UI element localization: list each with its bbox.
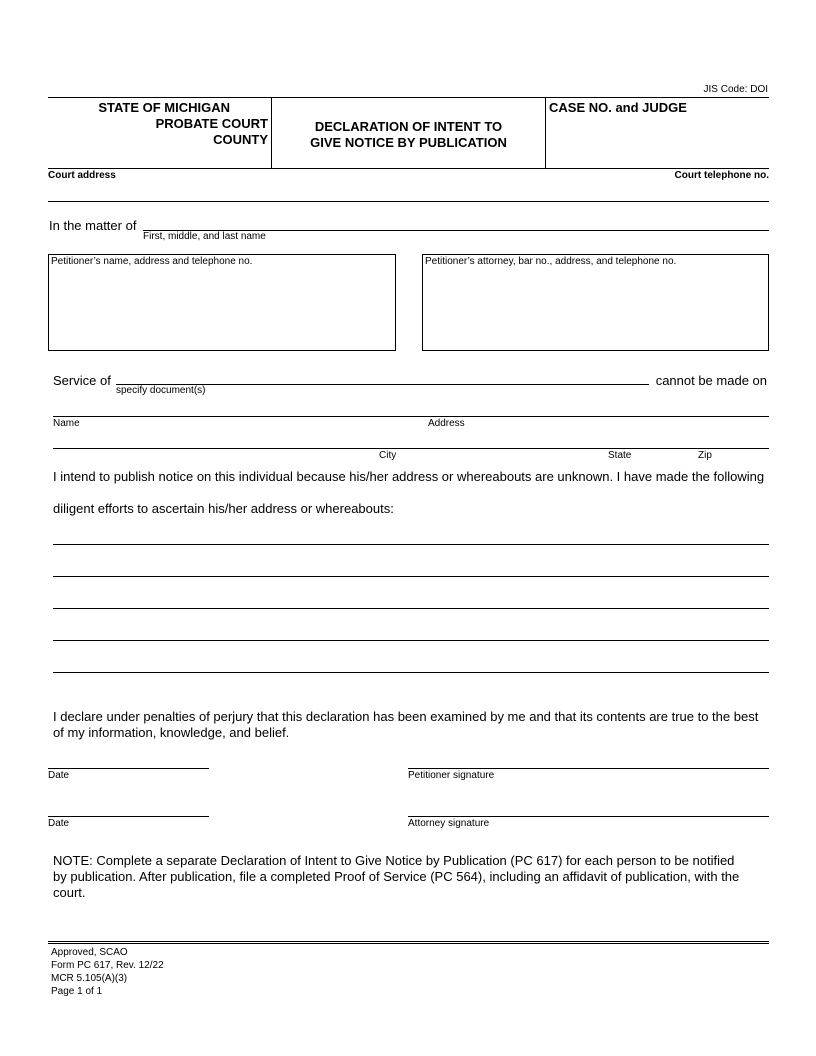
footer-approved: Approved, SCAO: [51, 947, 128, 958]
efforts-field-1[interactable]: [53, 528, 768, 544]
service-document-field[interactable]: [116, 369, 648, 384]
footer-mcr: MCR 5.105(A)(3): [51, 973, 128, 984]
attorney-signature-field[interactable]: [408, 800, 768, 816]
case-no-label: CASE NO. and JUDGE: [549, 100, 687, 115]
petitioner-attorney-box-label: Petitioner’s attorney, bar no., address, and telephone no.: [425, 256, 677, 267]
case-no-field[interactable]: [548, 118, 766, 166]
county-label: COUNTY: [213, 132, 268, 147]
header-bottom-rule: [48, 168, 769, 169]
attorney-date-label: Date: [48, 818, 70, 829]
service-document-sublabel: specify document(s): [116, 385, 206, 396]
zip-label: Zip: [698, 450, 712, 461]
attorney-signature-label: Attorney signature: [408, 818, 490, 829]
efforts-rule-3: [53, 608, 769, 609]
attorney-date-field[interactable]: [48, 800, 208, 816]
footer-page: Page 1 of 1: [51, 986, 103, 997]
footer-rule-top: [48, 941, 769, 942]
city-state-zip-rule: [53, 448, 769, 449]
efforts-rule-2: [53, 576, 769, 577]
court-address-rule: [48, 201, 769, 202]
efforts-rule-1: [53, 544, 769, 545]
name-label: Name: [53, 418, 80, 429]
court-address-label: Court address: [48, 170, 116, 181]
footer-block: [51, 946, 164, 998]
header-top-rule: [48, 97, 769, 98]
efforts-rule-5: [53, 672, 769, 673]
service-of-label: Service of: [53, 373, 111, 388]
service-address-field[interactable]: [53, 432, 768, 448]
petitioner-name-box[interactable]: [48, 254, 396, 351]
efforts-field-4[interactable]: [53, 624, 768, 640]
state-field-label: State: [608, 450, 632, 461]
name-address-rule: [53, 416, 769, 417]
cannot-be-made-label: cannot be made on: [655, 373, 767, 388]
note-text-line1: NOTE: Complete a separate Declaration of Intent to Give Notice by Publication (PC 617) for each person to be notified: [53, 853, 735, 868]
matter-label: In the matter of: [49, 218, 137, 233]
efforts-rule-4: [53, 640, 769, 641]
efforts-field-5[interactable]: [53, 656, 768, 672]
efforts-field-2[interactable]: [53, 560, 768, 576]
address-label: Address: [428, 418, 465, 429]
petitioner-signature-label: Petitioner signature: [408, 770, 495, 781]
intent-text-line1: I intend to publish notice on this individual because his/her address or whereabouts are unknown. I have made the following: [53, 469, 765, 484]
form-title-line2: GIVE NOTICE BY PUBLICATION: [310, 135, 507, 150]
header-divider-right: [545, 97, 546, 168]
declaration-text-line1: I declare under penalties of perjury that this declaration has been examined by me and that its contents are true to the best: [53, 709, 759, 724]
state-label: STATE OF MICHIGAN: [98, 100, 230, 115]
jis-code: JIS Code: DOI: [703, 84, 768, 95]
petitioner-signature-rule: [408, 768, 769, 769]
court-address-field[interactable]: [48, 182, 769, 200]
court-telephone-label: Court telephone no.: [674, 170, 769, 181]
intent-text-line2: diligent efforts to ascertain his/her address or whereabouts:: [53, 501, 394, 516]
note-text-line3: court.: [53, 885, 86, 900]
service-name-field[interactable]: [53, 400, 768, 416]
petitioner-date-field[interactable]: [48, 752, 208, 768]
probate-court-label: PROBATE COURT: [155, 116, 268, 131]
petitioner-signature-field[interactable]: [408, 752, 768, 768]
petitioner-name-box-label: Petitioner’s name, address and telephone no.: [51, 256, 253, 267]
footer-form-number: Form PC 617, Rev. 12/22: [51, 960, 164, 971]
petitioner-date-label: Date: [48, 770, 70, 781]
form-title-line1: DECLARATION OF INTENT TO: [314, 119, 503, 134]
footer-rule-bottom: [48, 943, 769, 944]
city-label: City: [379, 450, 397, 461]
note-text-line2: by publication. After publication, file a completed Proof of Service (PC 564), including an affidavit of publication, with the: [53, 869, 740, 884]
attorney-signature-rule: [408, 816, 769, 817]
attorney-date-rule: [48, 816, 209, 817]
petitioner-date-rule: [48, 768, 209, 769]
petitioner-attorney-box[interactable]: [422, 254, 769, 351]
declaration-text-line2: of my information, knowledge, and belief.: [53, 725, 290, 740]
matter-sublabel: First, middle, and last name: [143, 231, 266, 242]
efforts-field-3[interactable]: [53, 592, 768, 608]
matter-name-field[interactable]: [143, 214, 768, 230]
